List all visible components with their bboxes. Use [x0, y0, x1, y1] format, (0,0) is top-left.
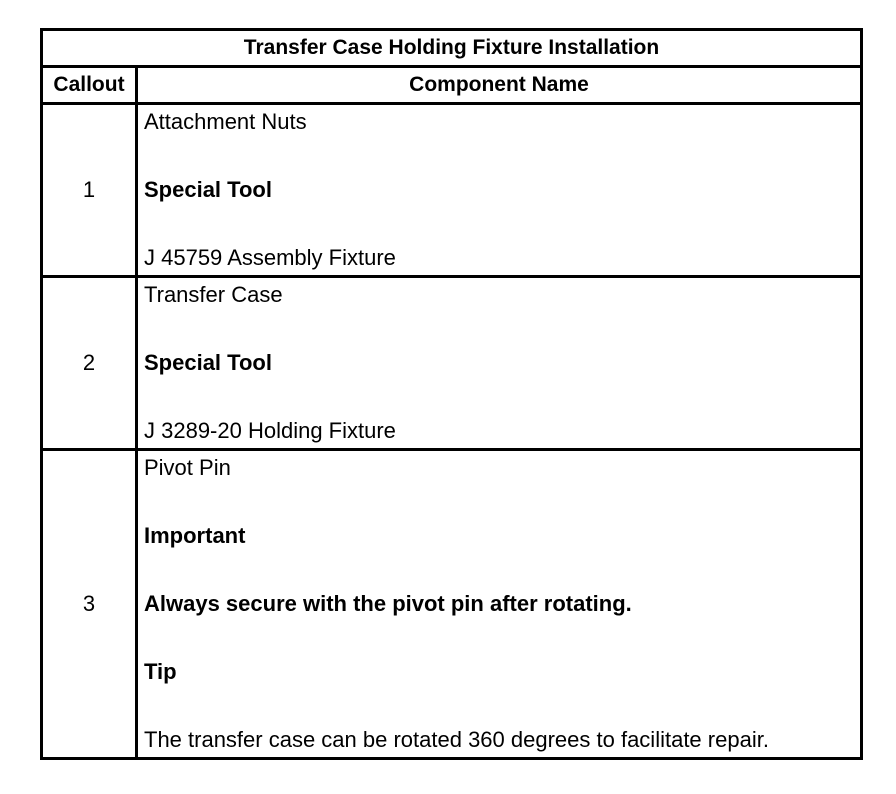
- callout-number: 3: [42, 450, 137, 759]
- table-title-row: [42, 30, 862, 67]
- header-callout: Callout: [42, 67, 137, 104]
- table-title: Transfer Case Holding Fixture Installation: [42, 30, 862, 67]
- component-name: Transfer Case: [144, 282, 283, 307]
- tip-text: The transfer case can be rotated 360 degrees to facilitate repair.: [144, 727, 769, 752]
- special-tool-label: Special Tool: [144, 350, 272, 375]
- component-name: Pivot Pin: [144, 455, 231, 480]
- important-label: Important: [144, 523, 246, 548]
- component-cell: [137, 277, 862, 450]
- component-name: Attachment Nuts: [144, 109, 307, 134]
- table-row: [42, 104, 862, 277]
- table-header-row: [42, 67, 862, 104]
- special-tool-name: J 3289-20 Holding Fixture: [144, 418, 396, 443]
- table-row: [42, 450, 862, 759]
- tip-label: Tip: [144, 659, 177, 684]
- header-component-name: Component Name: [137, 67, 862, 104]
- special-tool-name: J 45759 Assembly Fixture: [144, 245, 396, 270]
- callout-number: 1: [42, 104, 137, 277]
- special-tool-label: Special Tool: [144, 177, 272, 202]
- table-row: [42, 277, 862, 450]
- callout-number: 2: [42, 277, 137, 450]
- component-cell: [137, 450, 862, 759]
- component-table: [40, 28, 863, 760]
- important-text: Always secure with the pivot pin after rotating.: [144, 591, 632, 616]
- component-cell: [137, 104, 862, 277]
